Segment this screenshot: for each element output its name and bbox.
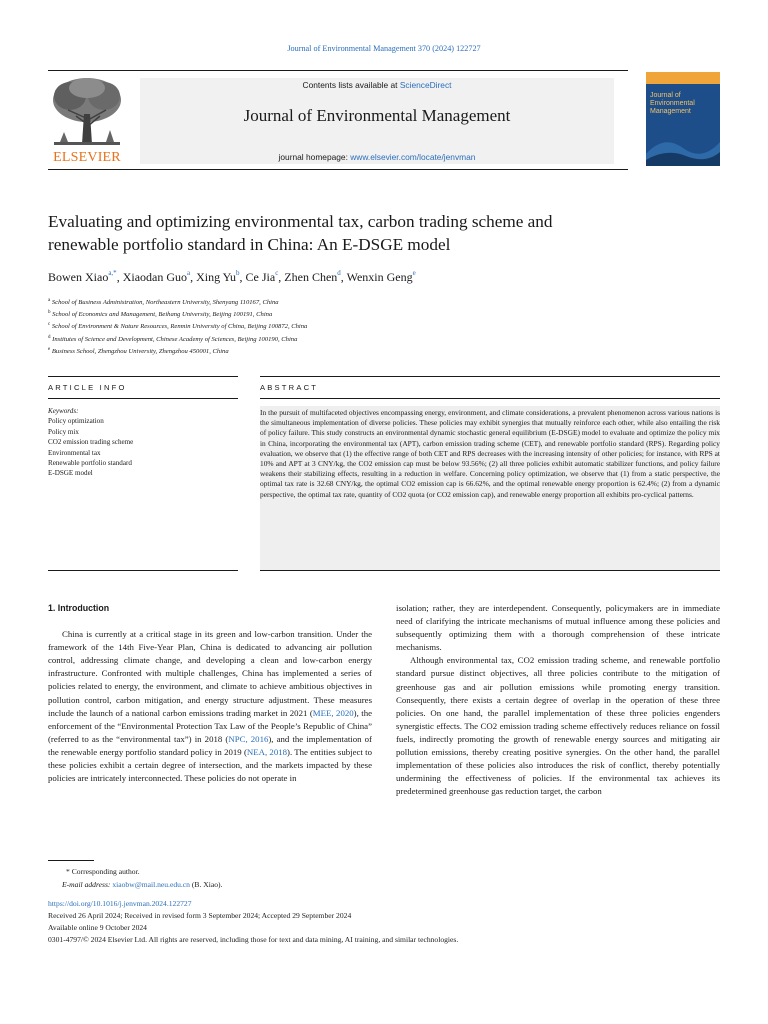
footnote-rule — [48, 860, 94, 861]
online-date: Available online 9 October 2024 — [48, 923, 147, 932]
cover-art-icon — [646, 124, 720, 166]
abstract-rule-end — [260, 570, 720, 571]
citation-link[interactable]: NEA, 2018 — [246, 746, 288, 757]
intro-text: ), the enforcement of the “Environmental Protection Tax Law of the People’s Republic of China” (referred to as the “environmental tax”) in 2018 ( — [48, 707, 373, 744]
sciencedirect-link[interactable]: ScienceDirect — [399, 80, 452, 90]
author-list — [48, 270, 728, 285]
affiliation: $^b$ School of Economics and Management, Beihang University, Beijing 100191, China — [48, 310, 273, 319]
keywords-label: Keywords: — [48, 407, 79, 415]
contents-prefix: Contents lists available at — [302, 80, 400, 90]
doi-link[interactable]: https://doi.org/10.1016/j.jenvman.2024.122727 — [48, 899, 192, 908]
cover-top-band — [646, 72, 720, 84]
keyword: Policy mix — [48, 427, 79, 436]
cover-name: Environmental Management — [650, 100, 695, 115]
affiliation: $^a$ School of Business Administration, Northeastern University, Shenyang 110167, China — [48, 298, 279, 307]
keyword: E-DSGE model — [48, 469, 93, 478]
homepage-prefix: journal homepage: — [278, 152, 351, 162]
copyright-line: 0301-4797/© 2024 Elsevier Ltd. All rights are reserved, including those for text and data mining, AI training, and similar technologies. — [48, 935, 459, 944]
abstract-text — [260, 406, 720, 570]
cover-small: Journal of — [650, 92, 681, 99]
affiliation-list — [48, 296, 568, 357]
article-info-rule-bottom — [48, 398, 238, 399]
author[interactable]: Xiaodan Guo$^a$, — [122, 269, 197, 284]
email-link[interactable]: xiaobw@mail.neu.edu.cn — [112, 880, 190, 889]
intro-text: ). The entities subject to these policies exhibit a certain degree of intersection, and the markets impacted by these policies are intricately interconnected. These policies do not operate in — [48, 746, 372, 784]
doi-line — [48, 898, 748, 909]
header-top-rule — [48, 70, 628, 71]
abstract-rule-bottom — [260, 398, 720, 399]
title-line-1: Evaluating and optimizing environmental tax, carbon trading scheme and — [48, 212, 553, 231]
publisher-wordmark: ELSEVIER — [53, 150, 121, 165]
homepage-link[interactable]: www.elsevier.com/locate/jenvman — [350, 152, 476, 162]
email-suffix: (B. Xiao). — [189, 880, 223, 889]
abstract-rule-top — [260, 376, 720, 377]
asterisk-icon: * — [66, 867, 70, 876]
author[interactable]: Zhen Chen$^d$, — [284, 269, 347, 284]
homepage-line — [140, 152, 614, 162]
abstract-heading: ABSTRACT — [260, 383, 319, 392]
section-heading-introduction: 1. Introduction — [48, 603, 110, 613]
citation-link[interactable]: NPC, 2016 — [228, 733, 269, 744]
keywords-block — [48, 406, 238, 479]
keyword: Policy optimization — [48, 417, 104, 426]
body-right-column — [396, 602, 720, 798]
email-line — [62, 879, 762, 890]
affiliation: $^d$ Institutes of Science and Development, Chinese Academy of Sciences, Beijing 100190, China — [48, 334, 298, 343]
elsevier-tree-logo — [48, 74, 126, 150]
affiliation: $^c$ School of Environment & Nature Resources, Renmin University of China, Beijing 100872, China — [48, 322, 308, 331]
body-paragraph: Although environmental tax, CO2 emission trading scheme, and renewable portfolio standard pursue distinct objectives, all three policies contribute to the mitigation of greenhouse gas and air pollution emissions while promoting energy transition. Consequently, there exists a certain degree of overlap in the operation of these three policies. On one hand, the parallel implementation of these three policies engenders synergistic effects. The CO2 emission trading scheme effectively reduces reliance on fossil fuels, indirectly promoting the growth of renewable energy sources and mitigating air pollution emissions, thereby creating positive synergies. On the other hand, the parallel implementation of these policies also introduces the risk of conflict, thereby potentially undermining the effectiveness of policies. If the environmental tax achieves its predetermined greenhouse gas reduction target, the carbon — [396, 655, 720, 797]
email-label: E-mail address: — [62, 880, 113, 889]
citation-link[interactable]: MEE, 2020 — [312, 707, 354, 718]
intro-text: ), and the implementation of the renewable energy portfolio standard policy in 2019 ( — [48, 733, 372, 757]
author[interactable]: Ce Jia$^c$, — [245, 269, 285, 284]
abstract-paragraph: In the pursuit of multifaceted objectives encompassing energy, environment, and climate considerations, a prevalent phenomenon across various nations is the simultaneous implementation of diverse policies. These policies may exhibit synergies that mutually reinforce each other, while also entailing the risk of policy failure. This study constructs an environmental dynamic stochastic general equilibrium (E-DSGE) model to evaluate and optimize the policy mix in China, incorporating the environmental tax (APT), carbon emission trading scheme (CET), and renewable portfolio standard (RPS). Regarding policy evaluation, we observe that (1) the effective range of both CET and RPS decreases with the increasing intensity of other policies; for instance, with RPS at 10% and APT at 3 CNY/kg, the CO2 emission cap must be below 93.56%; (2) all three policies exhibit automatic stabilizer functions, and policy failure weakens their stabilizing effects, resulting in a reduction in welfare. Concerning policy optimization, we observe that (1) from a static perspective, the optimal tax rate is 32.68 CNY/kg, the optimal CO2 emission cap is 66.62%, and the optimal renewable energy proportion is 62.4%; (2) from a dynamic perspective, the optimal tax rate, quantity of CO2 quota (or CO2 emission cap), and renewable energy proportion all exhibits pro-cyclical patterns. — [260, 408, 720, 499]
body-left-column — [48, 602, 372, 785]
author[interactable]: Xing Yu$^b$, — [196, 269, 246, 284]
keywords-rule-bottom — [48, 570, 238, 571]
journal-cover-image — [646, 72, 720, 166]
keyword: Renewable portfolio standard — [48, 459, 132, 468]
header-bottom-rule — [48, 169, 628, 170]
author[interactable]: Wenxin Geng$^e$ — [346, 269, 416, 284]
keyword: CO2 emission trading scheme — [48, 438, 134, 447]
cover-title — [650, 92, 716, 116]
intro-text: China is currently at a critical stage in its green and low-carbon transition. Under the framework of the 14th Five-Year Plan, China is dedicated to advancing air pollution control, addressing climate change, and developing a clean and low-carbon energy infrastructure. Confronted with multiple challenges, China has implemented a series of policies related to energy, the environment, and climate to achieve ambitious objectives in pollution control, carbon mitigation, and energy structure adjustment. These measures include the launch of a national carbon emissions trading market in 2021 ( — [48, 629, 372, 718]
affiliation: $^e$ Business School, Zhengzhou University, Zhengzhou 450001, China — [48, 346, 229, 355]
article-title — [48, 210, 668, 256]
contents-line — [140, 80, 614, 90]
corresponding-author-note: * Corresponding author. — [66, 867, 140, 876]
intro-paragraph — [48, 628, 372, 785]
received-dates: Received 26 April 2024; Received in revised form 3 September 2024; Accepted 29 September 2024 — [48, 911, 352, 920]
article-info-heading: ARTICLE INFO — [48, 383, 127, 392]
journal-citation[interactable]: Journal of Environmental Management 370 (2024) 122727 — [287, 44, 481, 53]
title-line-2: renewable portfolio standard in China: An E-DSGE model — [48, 235, 451, 254]
body-paragraph: isolation; rather, they are interdependent. Consequently, policymakers are in immediate need of clarifying the intricate mechanisms of mutual influence among these policies and subsequently optimizing them with a thorough comprehension of these intricate mechanisms. — [396, 603, 720, 653]
author[interactable]: Bowen Xiao$^{a,*}$, — [48, 269, 123, 284]
keyword: Environmental tax — [48, 448, 101, 457]
article-info-rule-top — [48, 376, 238, 377]
journal-title: Journal of Environmental Management — [243, 106, 511, 125]
